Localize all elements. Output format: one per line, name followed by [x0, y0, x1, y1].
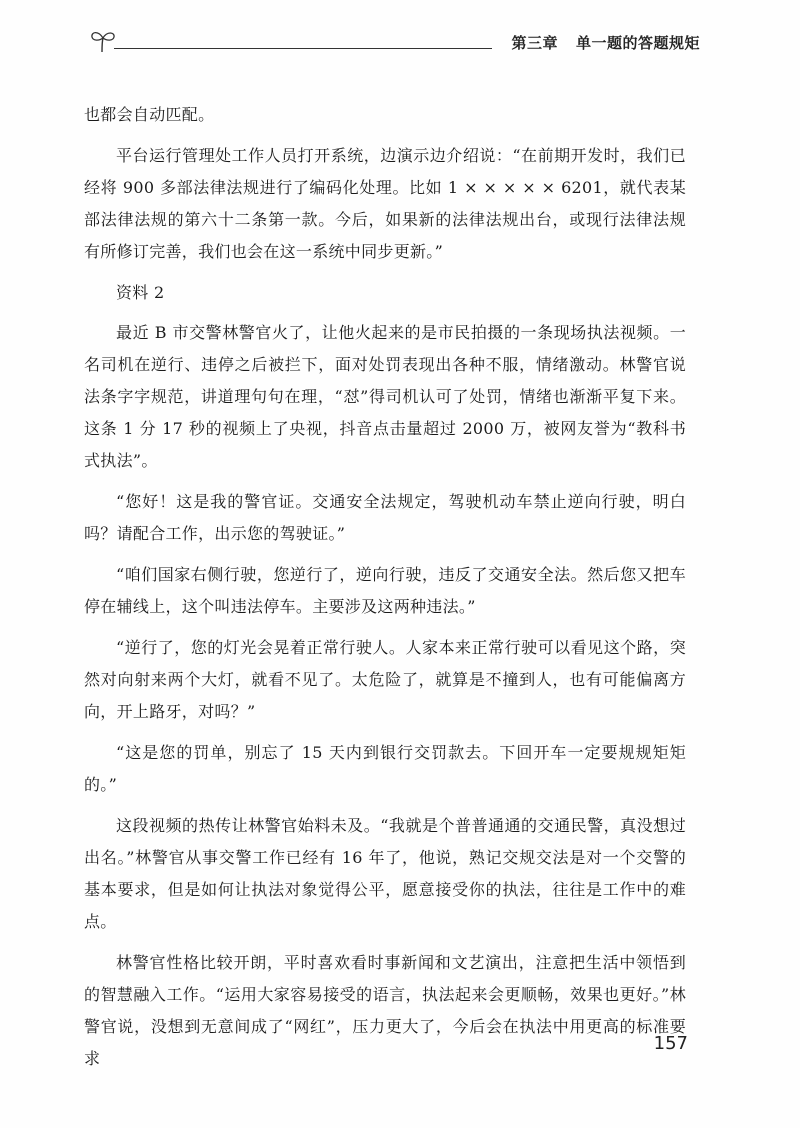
paragraph: “这是您的罚单，别忘了 15 天内到银行交罚款去。下回开车一定要规规矩矩的。” [84, 743, 686, 794]
chapter-heading [511, 32, 700, 53]
section-label: 资料 2 [116, 283, 165, 302]
paragraph: 也都会自动匹配。 [84, 105, 215, 124]
running-header [88, 28, 700, 56]
chapter-number: 第三章 [511, 34, 558, 52]
paragraph: 这段视频的热传让林警官始料未及。“我就是个普普通通的交通民警，真没想过出名。”林警官从事交警工作已经有 16 年了，他说，熟记交规交法是对一个交警的基本要求，但是如何让执法对象觉得公平，愿意接受你的执法，往往是工作中的难点。 [84, 816, 686, 931]
paragraph: “逆行了，您的灯光会晃着正常行驶人。人家本来正常行驶可以看见这个路，突然对向射来两个大灯，就看不见了。太危险了，就算是不撞到人，也有可能偏离方向，开上路牙，对吗？” [84, 638, 686, 721]
paragraph: “咱们国家右侧行驶，您逆行了，逆向行驶，违反了交通安全法。然后您又把车停在辅线上，这个叫违法停车。主要涉及这两种违法。” [84, 565, 686, 616]
paragraph: 平台运行管理处工作人员打开系统，边演示边介绍说：“在前期开发时，我们已经将 900 多部法律法规进行了编码化处理。比如 1 × × × × × 6201，就代表某部法律法规的第六十二条第一款。今后，如果新的法律法规出台，或现行法律法规有所修订完善，我们也会在这一系统中同步更新。” [84, 146, 686, 261]
header-rule [114, 48, 492, 49]
paragraph: 最近 B 市交警林警官火了，让他火起来的是市民拍摄的一条现场执法视频。一名司机在逆行、违停之后被拦下，面对处罚表现出各种不服，情绪激动。林警官说法条字字规范，讲道理句句在理，“怼”得司机认可了处罚，情绪也渐渐平复下来。这条 1 分 17 秒的视频上了央视，抖音点击量超过 2000 万，被网友誉为“教科书式执法”。 [84, 323, 686, 470]
sprout-icon [88, 28, 122, 54]
page-number: 157 [653, 1033, 688, 1054]
paragraph: 林警官性格比较开朗，平时喜欢看时事新闻和文艺演出，注意把生活中领悟到的智慧融入工作。“运用大家容易接受的语言，执法起来会更顺畅，效果也更好。”林警官说，没想到无意间成了“网红”，压力更大了，今后会在执法中用更高的标准要求 [84, 953, 686, 1068]
body-text [84, 99, 686, 1084]
paragraph: “您好！这是我的警官证。交通安全法规定，驾驶机动车禁止逆向行驶，明白吗？请配合工作，出示您的驾驶证。” [84, 492, 686, 543]
chapter-title: 单一题的答题规矩 [575, 34, 700, 52]
